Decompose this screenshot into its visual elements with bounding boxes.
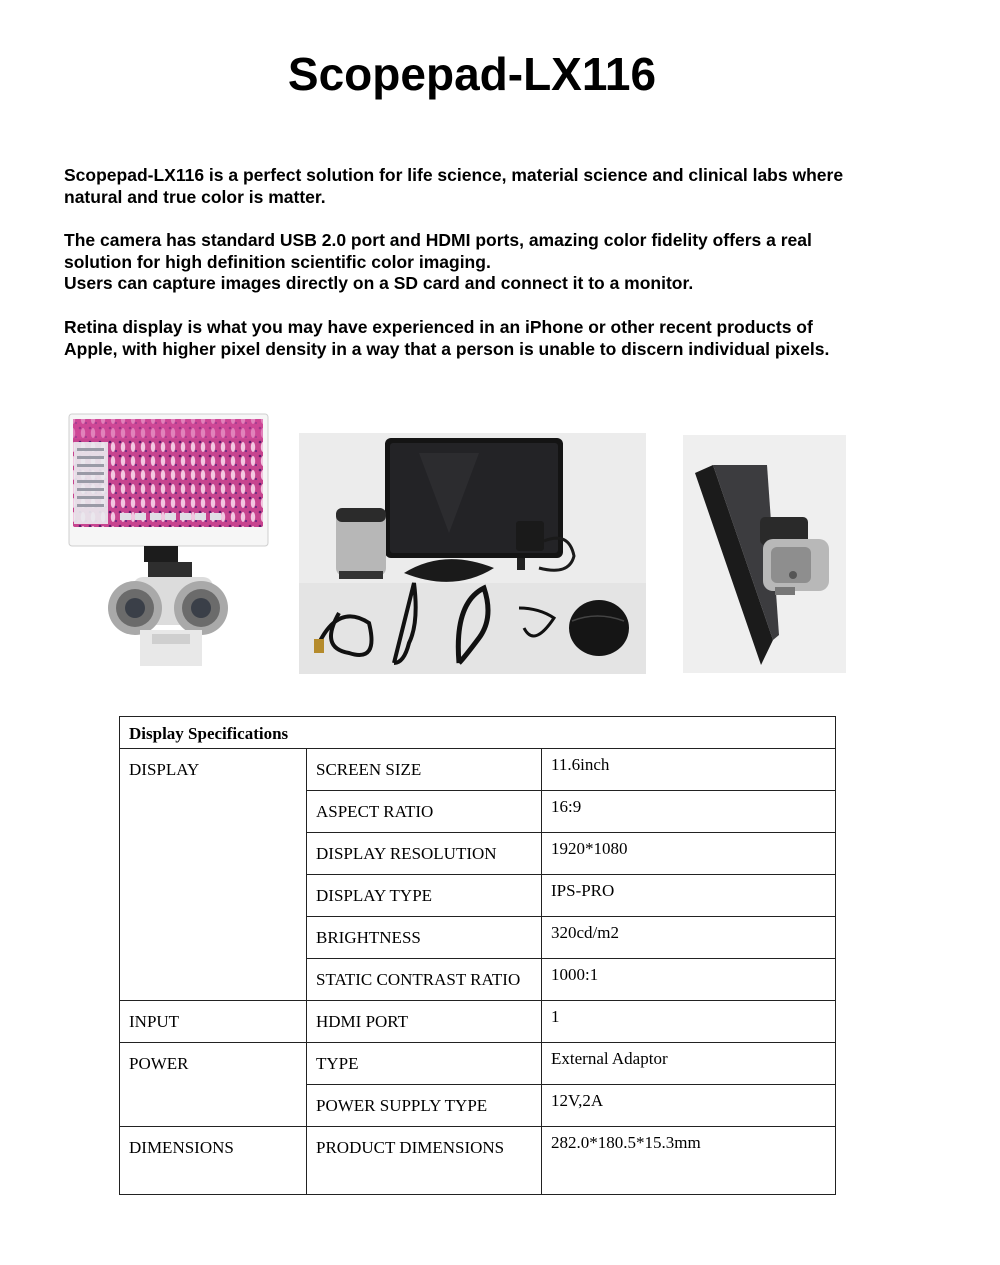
- intro-line: The camera has standard USB 2.0 port and HDMI ports, amazing color fidelity offers a real: [64, 230, 812, 251]
- spec-value: 1920*1080: [542, 833, 836, 875]
- group-label: INPUT: [120, 1001, 307, 1043]
- table-caption: Display Specifications: [120, 717, 836, 749]
- intro-paragraph-2: [64, 230, 924, 295]
- spec-value: External Adaptor: [542, 1043, 836, 1085]
- spec-label: PRODUCT DIMENSIONS: [307, 1127, 542, 1195]
- spec-value: 282.0*180.5*15.3mm: [542, 1127, 836, 1195]
- intro-line: Retina display is what you may have experienced in an iPhone or other recent products of: [64, 316, 813, 337]
- table-row: [120, 1043, 836, 1085]
- intro-line: Apple, with higher pixel density in a way that a person is unable to discern individual pixels.: [64, 338, 830, 359]
- table-row: [120, 749, 836, 791]
- microscope-tablet-illustration: [68, 412, 270, 666]
- intro-paragraph-3: [64, 317, 924, 360]
- spec-value: 12V,2A: [542, 1085, 836, 1127]
- group-label: POWER: [120, 1043, 307, 1127]
- spec-label: BRIGHTNESS: [307, 917, 542, 959]
- intro-line: solution for high definition scientific color imaging.: [64, 251, 491, 272]
- spec-value: IPS-PRO: [542, 875, 836, 917]
- spec-value: 16:9: [542, 791, 836, 833]
- display-specifications-table: [119, 716, 836, 1195]
- intro-line: natural and true color is matter.: [64, 186, 326, 207]
- intro-paragraph-1: [64, 165, 924, 208]
- spec-label: STATIC CONTRAST RATIO: [307, 959, 542, 1001]
- spec-label: HDMI PORT: [307, 1001, 542, 1043]
- spec-label: DISPLAY TYPE: [307, 875, 542, 917]
- spec-value: 1000:1: [542, 959, 836, 1001]
- table-row: [120, 1127, 836, 1195]
- group-label: DIMENSIONS: [120, 1127, 307, 1195]
- product-photo-microscope: [68, 412, 270, 666]
- spec-label: TYPE: [307, 1043, 542, 1085]
- table-caption-row: [120, 717, 836, 749]
- spec-label: ASPECT RATIO: [307, 791, 542, 833]
- intro-line: Users can capture images directly on a SD card and connect it to a monitor.: [64, 273, 694, 294]
- table-row: [120, 1001, 836, 1043]
- spec-label: SCREEN SIZE: [307, 749, 542, 791]
- group-label: DISPLAY: [120, 749, 307, 1001]
- package-contents-illustration: [299, 433, 646, 674]
- intro-line: Scopepad-LX116 is a perfect solution for life science, material science and clinical labs where: [64, 165, 844, 185]
- spec-value: 1: [542, 1001, 836, 1043]
- spec-label: DISPLAY RESOLUTION: [307, 833, 542, 875]
- product-photo-side-view: [683, 435, 846, 673]
- spec-value: 320cd/m2: [542, 917, 836, 959]
- product-photo-package-contents: [299, 433, 646, 674]
- side-view-illustration: [683, 435, 846, 673]
- spec-label: POWER SUPPLY TYPE: [307, 1085, 542, 1127]
- spec-value: 11.6inch: [542, 749, 836, 791]
- page-title: Scopepad-LX116: [287, 48, 657, 100]
- intro-text: [64, 165, 924, 382]
